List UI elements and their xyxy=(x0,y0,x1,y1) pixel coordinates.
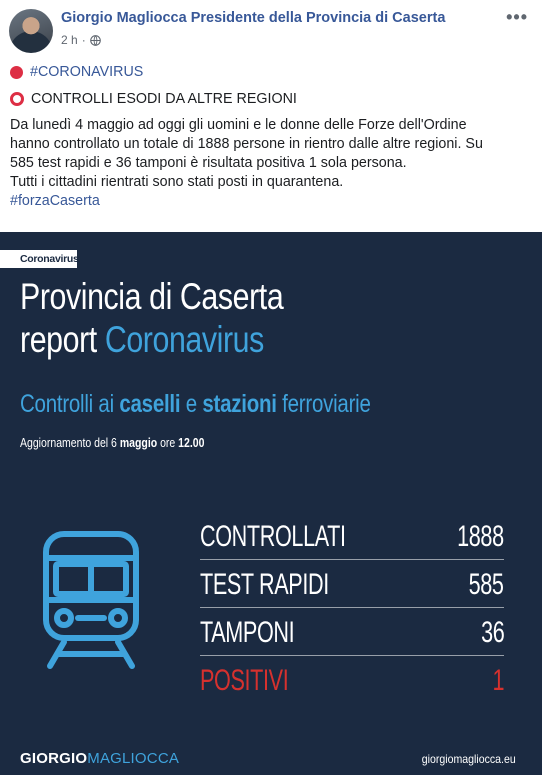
subtitle-part: ferroviarie xyxy=(276,390,371,418)
title-accent: Coronavirus xyxy=(104,319,264,360)
body-line-3: 585 test rapidi e 36 tamponi è risultata positiva 1 sola persona. xyxy=(10,155,407,171)
post-time[interactable]: 2 h xyxy=(61,33,78,47)
body-line-2: hanno controllato un totale di 1888 persone in rientro dalle altre regioni. Su xyxy=(10,136,483,152)
post-header xyxy=(0,0,542,60)
stat-value: 1888 xyxy=(457,520,504,553)
red-circle-icon xyxy=(10,66,23,79)
stat-row-positivi xyxy=(200,656,504,704)
title-prefix: report xyxy=(20,319,105,360)
stat-label: CONTROLLATI xyxy=(200,520,346,553)
hashtag-forzacaserta-link[interactable]: #forzaCaserta xyxy=(10,193,100,209)
hashtag-line xyxy=(10,62,532,82)
stat-row-controllati xyxy=(200,512,504,560)
body-line-4: Tutti i cittadini rientrati sono stati posti in quarantena. xyxy=(10,174,344,190)
update-part: Aggiornamento del 6 xyxy=(20,436,120,450)
body-line-1: Da lunedì 4 maggio ad oggi gli uomini e le donne delle Forze dell'Ordine xyxy=(10,117,467,133)
update-part: ore xyxy=(157,436,179,450)
hashtag-coronavirus-link[interactable]: #CORONAVIRUS xyxy=(30,63,144,80)
author-name-link[interactable]: Giorgio Magliocca Presidente della Provincia di Caserta xyxy=(61,10,446,26)
subtitle-bold: stazioni xyxy=(202,390,277,418)
post-headline: CONTROLLI ESODI DA ALTRE REGIONI xyxy=(31,90,297,107)
stats-table xyxy=(200,512,504,704)
update-timestamp xyxy=(20,436,204,450)
avatar[interactable] xyxy=(9,9,53,53)
meta-separator: · xyxy=(81,33,86,47)
stat-row-tamponi xyxy=(200,608,504,656)
more-options-icon[interactable]: ••• xyxy=(506,7,528,27)
subtitle-bold: caselli xyxy=(119,390,181,418)
globe-icon[interactable] xyxy=(90,35,101,46)
card-title-line1: Provincia di Caserta xyxy=(20,276,284,317)
brand-last: MAGLIOCCA xyxy=(87,750,180,767)
stat-value: 585 xyxy=(469,568,504,601)
stat-label: TEST RAPIDI xyxy=(200,568,329,601)
brand-first: GIORGIO xyxy=(20,750,88,767)
card-subtitle xyxy=(20,390,371,419)
train-icon xyxy=(42,530,140,672)
brand-logo xyxy=(20,750,179,767)
stat-row-test-rapidi xyxy=(200,560,504,608)
stat-value: 36 xyxy=(480,616,504,649)
hollow-red-circle-icon xyxy=(10,92,24,106)
subtitle-part: e xyxy=(180,390,203,418)
post-image[interactable] xyxy=(0,232,542,775)
post-meta xyxy=(61,33,101,47)
headline-line xyxy=(10,89,532,109)
stat-label: TAMPONI xyxy=(200,616,295,649)
stat-value: 1 xyxy=(492,664,504,697)
stat-label: POSITIVI xyxy=(200,664,289,697)
update-bold: maggio xyxy=(119,436,158,450)
website-url: giorgiomagliocca.eu xyxy=(422,752,516,766)
post-text xyxy=(10,62,532,211)
post-paragraph xyxy=(10,116,532,211)
category-tag: Coronavirus xyxy=(0,250,77,268)
update-bold: 12.00 xyxy=(178,436,205,450)
subtitle-part: Controlli ai xyxy=(20,390,120,418)
card-title-line2 xyxy=(20,319,264,361)
